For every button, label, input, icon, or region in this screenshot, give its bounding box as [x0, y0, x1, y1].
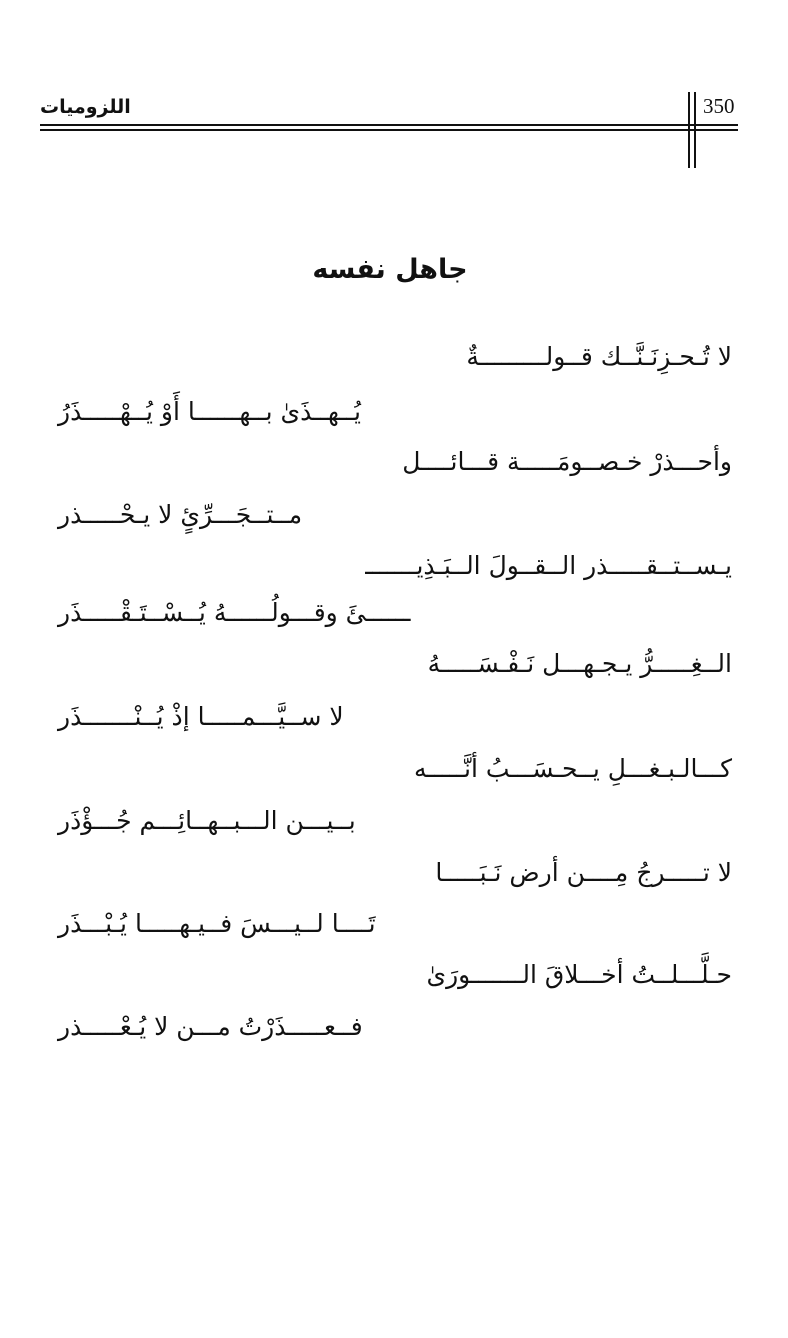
- verse-line: لا ســيَّـــمـــــا إذْ يُــنْـــــــذَر: [58, 702, 344, 731]
- verse-line: بــيـــن الـــبــهــائِـــم جُـــؤْذَر: [58, 806, 356, 835]
- verse-line: يـســتــقـــــذر الــقــولَ الــبَـذِيـــــــ: [365, 551, 732, 580]
- verse-line: فــعـــــذَرْتُ مـــن لا يُـعْـــــذر: [58, 1012, 363, 1041]
- verse-line: لا تُـحـزِنَـنَّــك قــولـــــــــةٌ: [466, 342, 732, 371]
- verse-line: تَــــا لــيـــسَ فــيـهـــــا يُـبْـــذَر: [58, 909, 376, 938]
- verse-line: مــتــجَـــرِّئٍ لا يـحْـــــذر: [58, 500, 303, 529]
- verse-line: يُــهــذَىٰ بــهــــــا أَوْ يُــهْـــــذَرُ: [58, 397, 361, 426]
- page-number: 350: [703, 94, 735, 118]
- header-vertical-rule: [688, 92, 690, 168]
- verse-line: الــغِـــــرُّ يـجـهـــل نَـفْـسَـــــهُ: [427, 649, 732, 678]
- verse-line: ــــــئَ وقـــولُــــــهُ يُــسْــتَـقْـــــذَر: [58, 598, 411, 627]
- running-header: [0, 0, 788, 170]
- book-title: اللزوميات: [40, 96, 131, 118]
- verse-line: كـــالـبـغـــلِ يــحـسَـــبُ أنَّـــــه: [414, 754, 732, 783]
- verse-line: لا تـــــرجُ مِــــن أرض نَـبَـــــا: [435, 858, 732, 887]
- poem-title: جاهل نفسه: [312, 254, 468, 285]
- header-rule-top: [40, 124, 738, 126]
- verse-line: وأحـــذرْ خـصــومَـــــة قـــائــــل: [402, 447, 732, 476]
- header-vertical-rule: [694, 92, 696, 168]
- verse-line: حـلَّـــلــتُ أخـــلاقَ الـــــــورَىٰ: [426, 960, 732, 989]
- header-rule-bottom: [40, 129, 738, 131]
